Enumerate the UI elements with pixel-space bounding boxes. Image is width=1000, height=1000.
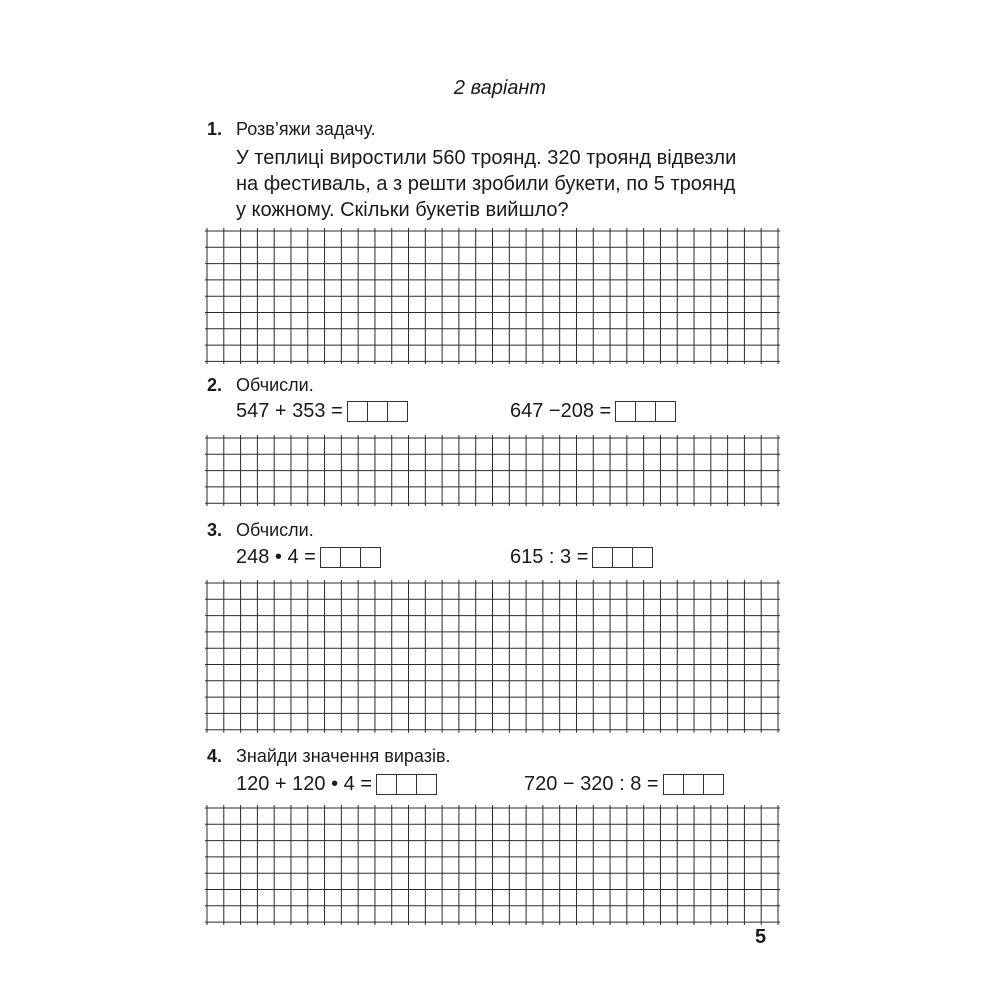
problem-line: У теплиці виростили 560 троянд. 320 троянд відвезли: [236, 147, 737, 169]
task-3-instruction: Обчисли.: [236, 520, 314, 540]
expression-2: [510, 400, 676, 423]
problem-line: на фестиваль, а з решти зробили букети, по 5 троянд: [236, 173, 736, 195]
answer-boxes[interactable]: [320, 547, 381, 568]
expression-1: [236, 546, 381, 569]
expression-2: [524, 773, 724, 796]
expression-text: 120 + 120 • 4 =: [236, 773, 373, 795]
task-1-number: 1.: [207, 119, 223, 139]
task-3-number: 3.: [207, 520, 223, 540]
answer-grid-task-3[interactable]: [205, 580, 780, 733]
expression-text: 647 −208 =: [510, 400, 612, 422]
expression-1: [236, 773, 437, 796]
answer-boxes[interactable]: [615, 401, 676, 422]
answer-grid-task-2[interactable]: [205, 435, 780, 506]
task-1-problem: [236, 145, 736, 223]
task-1-instruction: Розв’яжи задачу.: [236, 119, 376, 139]
page-number: 5: [755, 926, 767, 948]
expression-text: 248 • 4 =: [236, 546, 316, 568]
task-4-number: 4.: [207, 746, 223, 766]
expression-text: 547 + 353 =: [236, 400, 343, 422]
page-title: 2 варіант: [453, 77, 547, 99]
answer-boxes[interactable]: [347, 401, 408, 422]
answer-boxes[interactable]: [592, 547, 653, 568]
task-2-instruction: Обчисли.: [236, 375, 314, 395]
problem-line: у кожному. Скільки букетів вийшло?: [236, 199, 569, 221]
answer-boxes[interactable]: [663, 774, 724, 795]
answer-boxes[interactable]: [376, 774, 437, 795]
task-4-instruction: Знайди значення виразів.: [236, 746, 451, 766]
task-2-number: 2.: [207, 375, 223, 395]
expression-2: [510, 546, 653, 569]
expression-text: 720 − 320 : 8 =: [524, 773, 659, 795]
expression-text: 615 : 3 =: [510, 546, 589, 568]
answer-grid-task-1[interactable]: [205, 228, 780, 364]
expression-1: [236, 400, 408, 423]
answer-grid-task-4[interactable]: [205, 805, 780, 925]
